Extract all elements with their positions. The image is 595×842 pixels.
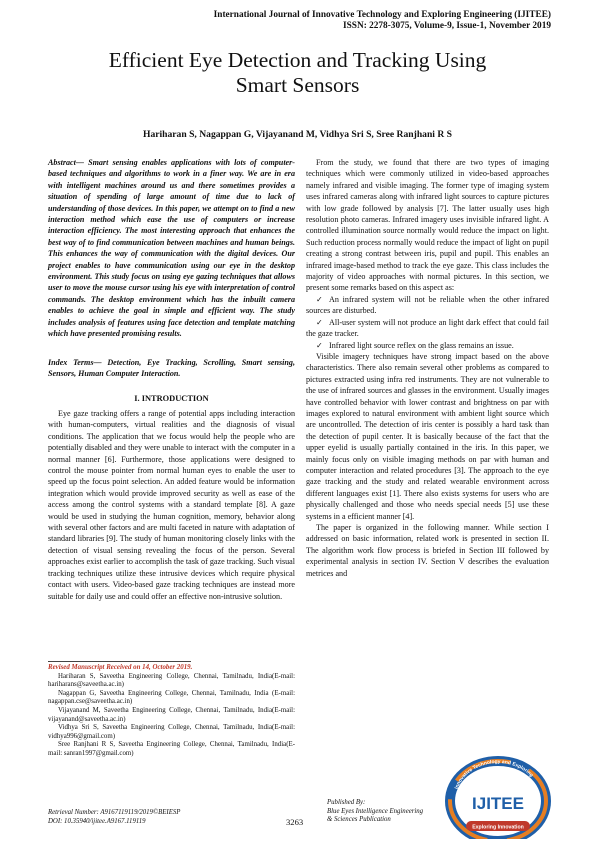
published-by-label: Published By: — [327, 799, 366, 806]
author-affiliation: Sree Ranjhani R S, Saveetha Engineering College, Chennai, Tamilnadu, India(E-mail: sanran1997@gmail.com) — [48, 741, 295, 757]
logo-ring-text: Innovative Technology and Exploring — [453, 758, 535, 791]
title-line-1: Efficient Eye Detection and Tracking Using — [108, 48, 487, 72]
checkmark-icon: ✓ — [316, 294, 323, 304]
footer-identifiers — [48, 809, 180, 826]
author-affiliation: Nagappan G, Saveetha Engineering College, Chennai, Tamilnadu, India (E-mail: nagappan.cse@saveetha.ac.in) — [48, 689, 295, 706]
author-list: Hariharan S, Nagappan G, Vijayanand M, Vidhya Sri S, Sree Ranjhani R S — [142, 129, 453, 140]
intro-paragraph: Eye gaze tracking offers a range of potential apps including interaction with human-computers, virtual realities and the diagnosis of visual conditions. The application that we focus would help the people who are potentially disabled and they were unable to interact with the computer in a normal manner [6]. Furthermore, those applications were designed to control the mouse pointer from normal human eyes to enable the user to speed up the focus point selection. An added feature would be information integration which would provide improved security as well as ease of the access among the control systems with a standard template [8]. A gaze would be used in studying the human cognition, memory, behavior along with several other factors and are multi faceted in nature with adaptation of standard libraries [9]. The study of human monitoring closely links with the detection of visual sensing revealing the focus of the person. Several approaches exist earlier to accomplish the task of gaze tracking. Such visual tracking techniques utilize these intrusive devices which require physical contact with users. Video-based gaze tracking techniques are instead more suitable for daily use and could offer an effective non-intrusive solution. — [48, 409, 295, 601]
logo-tagline: Exploring Innovation — [472, 824, 524, 831]
bullet-item: ✓ An infrared system will not be reliable when the other infrared sources are disturbed. — [306, 294, 549, 316]
footnotes — [48, 664, 295, 759]
revised-note: Revised Manuscript Received on 14, October 2019. — [48, 664, 193, 671]
index-terms: Index Terms— Detection, Eye Tracking, Scrolling, Smart sensing, Sensors, Human Computer Interaction. — [48, 358, 295, 379]
checkmark-icon: ✓ — [316, 317, 323, 327]
right-column — [306, 157, 549, 579]
bullet-item: ✓ All-user system will not produce an light dark effect that could fail the gaze tracker. — [306, 317, 549, 339]
abstract: Abstract— Smart sensing enables applications with lots of computer-based techniques and algorithms to work in a finer way. We are in era with intelligent machines around us and there sometimes provides a situation of spending of large amount of time due to lack of understanding of those devices. In this paper, we attempt on to find a new interaction method which ease the use of computers or increase interaction efficiency. The most interesting approach that enhances the best way of to find communication between machines and human beings. This enhances the way of communication with the digital devices. Our project enables to have communication using our eye in the desktop environment. This study focus on using eye gazing techniques that allows user to move the mouse cursor using his eye with interpretation of control commands. The desktop environment which has the inbuilt camera enables to achieve the goal in simple and efficient way. The study includes analysis of features using face detection and template matching which have presented promising results. — [48, 158, 295, 339]
checkmark-icon: ✓ — [316, 340, 323, 350]
journal-header — [214, 10, 551, 32]
right-paragraph-1: From the study, we found that there are two types of imaging techniques which were commonly utilized in video-based approaches namely infrared and visible imaging. The former type of imaging system uses infrared cameras along with infrared light sources to capture pictures with low grade followed by analysis [7]. The latter usually uses high resolution photo cameras. Infrared imagery uses invisible infrared light. A controlled illumination source normally would reduce the impact on light. Such reduction process normally would reduce the impact of light on pupil creating a strong contrast between iris, pupil and pupil. This enables an infrared image-based method to track the eye gaze. This class includes the majority of video approaches with normal pictures. In this section, we present some remarks based on this aspect as: — [306, 158, 549, 293]
paper-title — [0, 48, 595, 98]
title-line-2: Smart Sensors — [235, 73, 360, 97]
retrieval-number: Retrieval Number: A9167119119/2019©BEIESP — [48, 809, 181, 816]
author-affiliation: Hariharan S, Saveetha Engineering College, Chennai, Tamilnadu, India(E-mail: hariharans@saveetha.ac.in) — [48, 672, 295, 689]
publisher-name-1: Blue Eyes Intelligence Engineering — [327, 807, 424, 815]
right-paragraph-2: Visible imagery techniques have strong impact based on the above characteristics. There also remain several other problems as compared to pictures extracted using infra red instruments. They are not vulnerable to the use of infrared sources and glasses in the environment. Usually images have controlled behavior with lower contrast and brightness on par with images explored to natural environment with ambient light source which are uncontrolled. The detection of iris center is possibly a hard task than the detection of pupil center. It is basically because of the fact that the upper eyelid is usually partially contained in the iris. In this paper, we mainly focus only on visible imaging methods on par with human and computer interaction and related procedures [3]. The approach to the eye gaze tracking and the study and related wearable environment across different languages exist [1]. There also exists systems for users who are physically challenged and those who needs special needs [5] use these systems in a efficient manner [4]. — [306, 351, 549, 521]
ijitee-logo — [442, 755, 554, 839]
publisher-name-2: & Sciences Publication — [327, 816, 391, 823]
page-number: 3263 — [286, 817, 304, 827]
author-affiliation: Vidhya Sri S, Saveetha Engineering College, Chennai, Tamilnadu, India(E-mail: vidhya996@gmail.com) — [48, 724, 295, 740]
footnote-divider — [48, 661, 191, 662]
intro-text — [48, 408, 295, 602]
journal-issn: ISSN: 2278-3075, Volume-9, Issue-1, November 2019 — [343, 21, 551, 31]
bullet-item: ✓ Infrared light source reflex on the glass remains an issue. — [316, 340, 514, 350]
author-affiliation: Vijayanand M, Saveetha Engineering College, Chennai, Tamilnadu, India(E-mail: vijayanand@saveetha.ac.in) — [48, 706, 295, 723]
journal-name: International Journal of Innovative Technology and Exploring Engineering (IJITEE) — [213, 10, 551, 20]
publisher-info — [327, 799, 423, 825]
section-heading-introduction: I. INTRODUCTION — [134, 394, 209, 403]
doi: DOI: 10.35940/ijitee.A9167.119119 — [48, 817, 146, 825]
right-paragraph-3: The paper is organized in the following manner. While section I addressed on basic information, related work is presented in section II. The algorithm work flow process is briefed in Section III followed by experimental analysis in section IV. Section V describes the evaluation metrices and — [306, 523, 549, 578]
logo-wordmark: IJITEE — [472, 794, 524, 813]
